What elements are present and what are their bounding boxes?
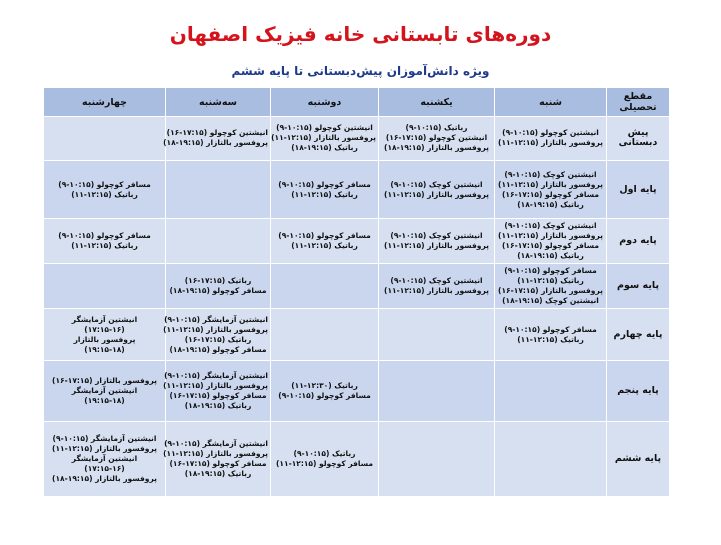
class-entry: پروفسور بالتازار (۱۲:۱۵-۱۱) bbox=[163, 448, 268, 458]
class-entry: مسافر کوچولو (۱۰:۱۵-۹) bbox=[58, 231, 151, 241]
class-entry: پروفسور بالتازار (۱۲:۱۵-۱۱) bbox=[498, 138, 603, 148]
class-entry: رباتیک (۱۹:۱۵-۱۸) bbox=[517, 199, 584, 209]
class-entry: پروفسور بالتازار (۱۲:۱۵-۱۱) bbox=[498, 231, 603, 241]
class-entry: انیشتین آزمایشگر bbox=[71, 314, 138, 324]
table-row bbox=[44, 264, 670, 309]
table-row bbox=[44, 309, 670, 361]
class-entry: رباتیک (۱۹:۱۵-۱۸) bbox=[184, 468, 252, 478]
class-entry: انیشتین کوچولو (۱۰:۱۵-۹) bbox=[276, 123, 373, 133]
class-entry: رباتیک (۱۲:۱۵-۱۱) bbox=[71, 189, 138, 199]
schedule-cell-tuesday bbox=[166, 160, 271, 218]
schedule-cell-saturday bbox=[495, 264, 607, 309]
class-entry: انیشتین کوچک (۱۰:۱۵-۹) bbox=[390, 276, 483, 286]
class-entry: (۱۹:۱۵-۱۸) bbox=[84, 396, 125, 405]
class-entry: مسافر کوچولو (۱۹:۱۵-۱۸) bbox=[169, 286, 267, 296]
schedule-cell-monday bbox=[271, 361, 379, 422]
grade-level-cell: پایه دوم bbox=[607, 219, 670, 264]
class-entry: انیشتین آزمایشگر bbox=[71, 386, 138, 395]
class-entry: رباتیک (۱۹:۱۵-۱۸) bbox=[291, 143, 358, 153]
class-entry: پروفسور بالتازار (۱۲:۱۵-۱۱) bbox=[384, 286, 489, 296]
schedule-cell-monday bbox=[271, 219, 379, 264]
schedule-cell-monday bbox=[271, 264, 379, 309]
class-entry: پروفسور بالتازار (۱۹:۱۵-۱۸) bbox=[384, 143, 489, 153]
schedule-cell-saturday bbox=[495, 361, 607, 422]
class-entry: رباتیک (۱۹:۱۵-۱۸) bbox=[517, 251, 584, 261]
schedule-cell-wednesday bbox=[44, 117, 166, 161]
grade-level-cell: پایه سوم bbox=[607, 264, 670, 309]
col-header-tuesday: سه‌شنبه bbox=[166, 88, 271, 117]
schedule-cell-sunday bbox=[379, 117, 495, 161]
class-entry: رباتیک (۱۰:۱۵-۹) bbox=[293, 448, 356, 458]
schedule-cell-sunday bbox=[379, 160, 495, 218]
grade-level-cell: پایه چهارم bbox=[607, 309, 670, 361]
schedule-cell-monday bbox=[271, 160, 379, 218]
class-entry: پروفسور بالتازار (۱۷:۱۵-۱۶) bbox=[52, 376, 157, 385]
col-header-wednesday: چهارشنبه bbox=[44, 88, 166, 117]
schedule-cell-wednesday bbox=[44, 219, 166, 264]
table-row bbox=[44, 160, 670, 218]
class-entry: مسافر کوچولو (۱۰:۱۵-۹) bbox=[504, 266, 597, 276]
class-entry: انیشتین آزمایشگر (۱۰:۱۵-۹) bbox=[164, 371, 268, 380]
class-entry: پروفسور بالتازار (۱۹:۱۵-۱۸) bbox=[52, 473, 157, 483]
schedule-cell-saturday bbox=[495, 421, 607, 496]
class-entry: رباتیک (۱۲:۱۵-۱۱) bbox=[71, 241, 138, 251]
class-entry: مسافر کوچولو (۱۷:۱۵-۱۶) bbox=[501, 241, 600, 251]
class-entry: انیشتین آزمایشگر (۱۰:۱۵-۹) bbox=[164, 438, 268, 448]
class-entry: انیشتین کوچولو (۱۷:۱۵-۱۶) bbox=[385, 133, 488, 143]
schedule-cell-sunday bbox=[379, 219, 495, 264]
table-row bbox=[44, 421, 670, 496]
class-entry: پروفسور بالتازار (۱۲:۱۵-۱۱) bbox=[271, 133, 376, 143]
class-entry: (۱۹:۱۵-۱۸) bbox=[84, 344, 125, 354]
schedule-cell-sunday bbox=[379, 421, 495, 496]
class-entry: پروفسور بالتازار (۱۲:۱۵-۱۱) bbox=[384, 189, 489, 199]
class-entry: رباتیک (۱۲:۳۰-۱۱) bbox=[291, 381, 358, 390]
schedule-cell-wednesday bbox=[44, 421, 166, 496]
table-row bbox=[44, 361, 670, 422]
schedule-cell-sunday bbox=[379, 361, 495, 422]
class-entry: رباتیک (۱۲:۱۵-۱۱) bbox=[517, 334, 584, 344]
class-entry: مسافر کوچولو (۱۷:۱۵-۱۶) bbox=[169, 458, 267, 468]
class-entry: پروفسور بالتازار (۱۹:۱۵-۱۸) bbox=[163, 138, 268, 148]
page-subtitle: ویژه دانش‌آموزان پیش‌دبستانی تا پایه ششم bbox=[231, 64, 490, 78]
class-entry: انیشتین کوچولو (۱۰:۱۵-۹) bbox=[502, 128, 599, 138]
class-entry: انیشتین کوچک (۱۰:۱۵-۹) bbox=[390, 231, 483, 241]
table-row bbox=[44, 117, 670, 161]
schedule-cell-tuesday bbox=[166, 219, 271, 264]
schedule-cell-tuesday bbox=[163, 421, 271, 496]
class-entry: پروفسور بالتازار (۱۲:۱۵-۱۱) bbox=[498, 179, 603, 189]
schedule-cell-wednesday bbox=[44, 361, 166, 422]
class-entry: پروفسور بالتازار (۱۲:۱۵-۱۱) bbox=[163, 324, 268, 334]
class-entry: مسافر کوچولو (۱۹:۱۵-۱۸) bbox=[169, 344, 267, 354]
class-entry: مسافر کوچولو (۱۰:۱۵-۹) bbox=[58, 179, 151, 189]
class-entry: (۱۷:۱۵-۱۶) bbox=[84, 463, 125, 473]
table-row bbox=[44, 219, 670, 264]
class-entry: مسافر کوچولو (۱۷:۱۵-۱۶) bbox=[169, 391, 267, 400]
schedule-cell-tuesday bbox=[166, 264, 271, 309]
col-header-level: مقطع تحصیلی bbox=[607, 88, 670, 117]
schedule-body bbox=[44, 117, 670, 497]
col-header-saturday: شنبه bbox=[495, 88, 607, 117]
class-entry: رباتیک (۱۲:۱۵-۱۱) bbox=[517, 276, 584, 286]
class-entry: پروفسور بالتازار (۱۲:۱۵-۱۱) bbox=[384, 241, 489, 251]
schedule-cell-wednesday bbox=[44, 160, 166, 218]
class-entry: پروفسور بالتازار (۱۲:۱۵-۱۱) bbox=[52, 443, 157, 453]
col-header-sunday: یکشنبه bbox=[379, 88, 495, 117]
class-entry: رباتیک (۱۹:۱۵-۱۸) bbox=[184, 401, 252, 410]
schedule-cell-wednesday bbox=[44, 264, 166, 309]
schedule-cell-wednesday bbox=[44, 309, 166, 361]
schedule-cell-tuesday bbox=[163, 361, 271, 422]
schedule-cell-saturday bbox=[495, 309, 607, 361]
class-entry: انیشتین آزمایشگر (۱۰:۱۵-۹) bbox=[52, 433, 157, 443]
class-entry: پروفسور بالتازار (۱۲:۱۵-۱۱) bbox=[163, 381, 268, 390]
class-entry: انیشتین آزمایشگر (۱۰:۱۵-۹) bbox=[164, 314, 268, 324]
class-entry: مسافر کوچولو (۱۷:۱۵-۱۶) bbox=[501, 189, 600, 199]
grade-level-cell: پایه پنجم bbox=[607, 361, 670, 422]
schedule-cell-saturday bbox=[495, 219, 607, 264]
grade-level-cell: پیش دبستانی bbox=[607, 117, 670, 161]
class-entry: پروفسور بالتازار bbox=[73, 334, 136, 344]
schedule-cell-sunday bbox=[379, 309, 495, 361]
page-title: دوره‌های تابستانی خانه فیزیک اصفهان bbox=[169, 22, 552, 46]
grade-level-cell: پایه اول bbox=[607, 160, 670, 218]
schedule-cell-tuesday bbox=[163, 117, 271, 161]
class-entry: رباتیک (۱۲:۱۵-۱۱) bbox=[291, 189, 358, 199]
class-entry: انیشتین کوچک (۱۰:۱۵-۹) bbox=[504, 221, 597, 231]
class-entry: مسافر کوچولو (۱۲:۱۵-۱۱) bbox=[275, 458, 374, 468]
class-entry: انیشتین آزمایشگر bbox=[71, 453, 138, 463]
schedule-table bbox=[43, 87, 670, 497]
class-entry: انیشتین کوچک (۱۰:۱۵-۹) bbox=[504, 169, 597, 179]
class-entry: رباتیک (۱۲:۱۵-۱۱) bbox=[291, 241, 358, 251]
header-row bbox=[44, 88, 670, 117]
class-entry: رباتیک (۱۷:۱۵-۱۶) bbox=[184, 334, 252, 344]
class-entry: انیشتین کوچولو (۱۷:۱۵-۱۶) bbox=[166, 128, 268, 138]
class-entry: پروفسور بالتازار (۱۷:۱۵-۱۶) bbox=[498, 286, 603, 296]
class-entry: رباتیک (۱۷:۱۵-۱۶) bbox=[184, 276, 252, 286]
schedule-cell-monday bbox=[271, 117, 379, 161]
schedule-cell-monday bbox=[271, 421, 379, 496]
class-entry: رباتیک (۱۰:۱۵-۹) bbox=[405, 123, 468, 133]
class-entry: (۱۷:۱۵-۱۶) bbox=[84, 324, 125, 334]
schedule-cell-tuesday bbox=[163, 309, 271, 361]
schedule-cell-saturday bbox=[495, 160, 607, 218]
class-entry: مسافر کوچولو (۱۰:۱۵-۹) bbox=[278, 179, 371, 189]
class-entry: انیشتین کوچک (۱۹:۱۵-۱۸) bbox=[502, 296, 599, 306]
grade-level-cell: پایه ششم bbox=[607, 421, 670, 496]
class-entry: مسافر کوچولو (۱۰:۱۵-۹) bbox=[278, 391, 371, 400]
class-entry: مسافر کوچولو (۱۰:۱۵-۹) bbox=[278, 231, 371, 241]
col-header-monday: دوشنبه bbox=[271, 88, 379, 117]
class-entry: انیشتین کوچک (۱۰:۱۵-۹) bbox=[390, 179, 483, 189]
schedule-cell-monday bbox=[271, 309, 379, 361]
schedule-cell-saturday bbox=[495, 117, 607, 161]
schedule-cell-sunday bbox=[379, 264, 495, 309]
class-entry: مسافر کوچولو (۱۰:۱۵-۹) bbox=[504, 324, 597, 334]
